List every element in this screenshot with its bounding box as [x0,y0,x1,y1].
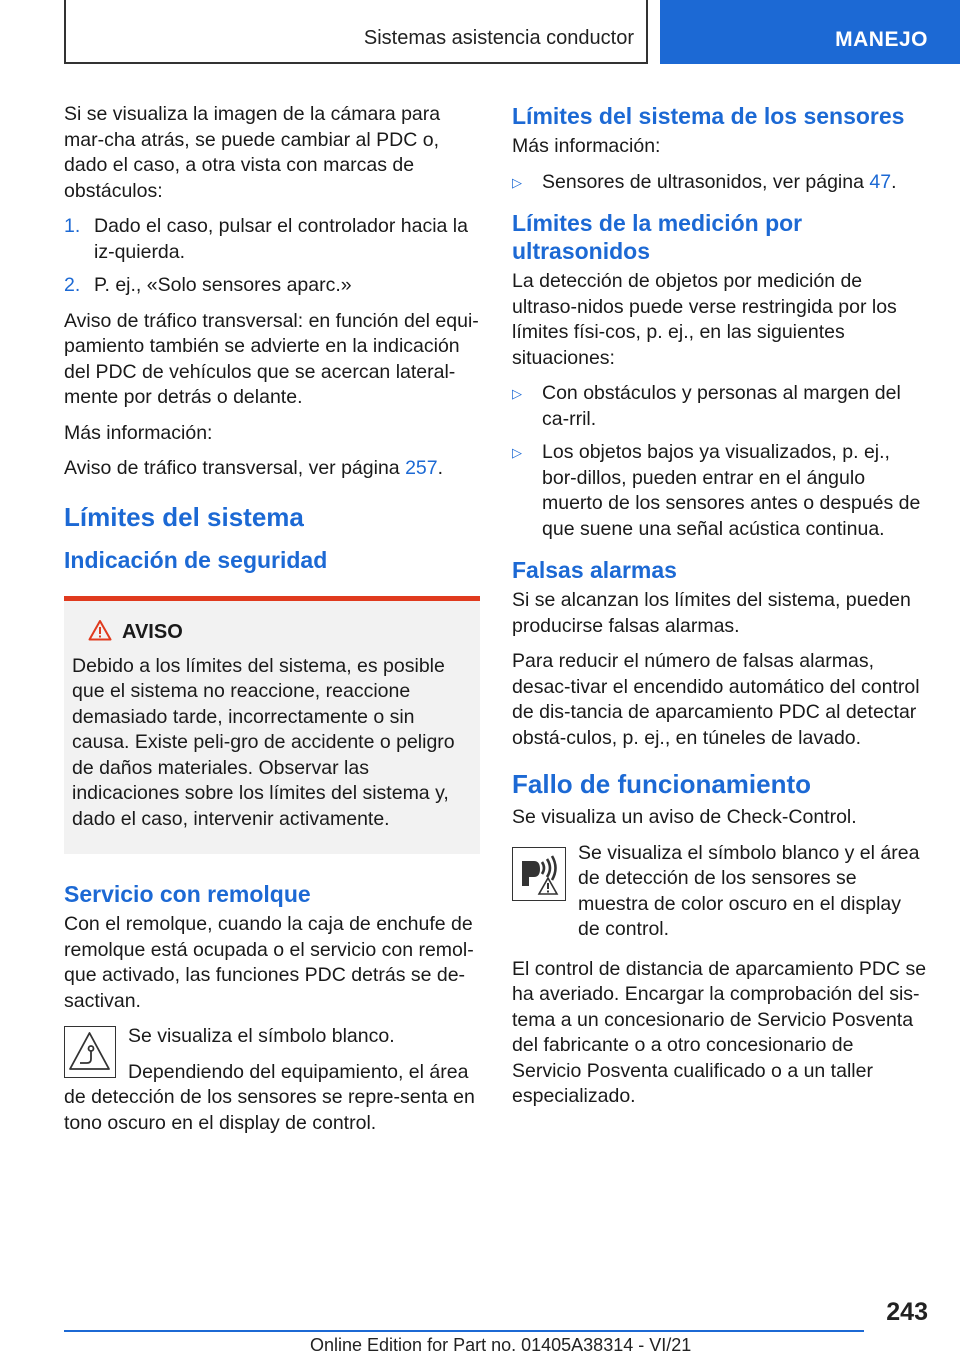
running-header-section [64,0,648,64]
warning-box [64,596,480,855]
trailer-symbol-icon [64,1026,116,1078]
chapter-title: MANEJO [835,28,928,51]
malfunction-paragraph-1: Se visualiza un aviso de Check-Control. [512,806,857,828]
malfunction-paragraph-2: El control de distancia de aparcamiento PDC se ha averiado. Encargar la comprobación del sis-tema a un concesionario de Servicio Posventa del fabricante o a otro concesionario de Servicio Posventa cualificado o a un taller especializado. [512,957,927,1107]
malfunction-symbol-block [512,841,928,943]
step-number: 2. [64,274,81,296]
list-item [512,440,928,542]
heading-sensor-limits: Límites del sistema de los sensores [512,103,905,129]
heading-system-limits: Límites del sistema [64,501,304,532]
section-title: Sistemas asistencia conductor [363,27,634,49]
page-number: 243 [886,1298,928,1326]
warning-header [88,619,472,646]
footer-divider [64,1330,864,1332]
right-column [512,102,928,1120]
false-alarms-paragraph-2: Para reducir el número de falsas alarmas, desac-tivar el encendido automático del control de dis-tancia de aparcamiento PDC al detectar obstá-culos, p. ej., en túneles de lavado. [512,650,920,749]
ultrasonic-paragraph: La detección de objetos por medición de ultraso-nidos puede verse restringida por los límites físi-cos, p. ej., en las siguientes situaciones: [512,270,897,369]
heading-ultrasonic-limits: Límites de la medición por ultrasonidos [512,210,803,264]
cross-ref-paragraph [64,456,480,482]
triangle-bullet-icon: ▷ [512,386,522,401]
intro-paragraph: Si se visualiza la imagen de la cámara para mar-cha atrás, se puede cambiar al PDC o, dado el caso, a otra vista con marcas de obstáculos: [64,103,441,202]
list-item [512,170,928,196]
heading-false-alarms: Falsas alarmas [512,557,677,583]
false-alarms-paragraph-1: Si se alcanzan los límites del sistema, pueden producirse falsas alarmas. [512,589,911,637]
heading-trailer: Servicio con remolque [64,881,311,907]
warning-title: AVISO [122,620,183,643]
malfunction-symbol-text: Se visualiza el símbolo blanco y el área de detección de los sensores se muestra de color oscuro en el display de control. [578,841,920,940]
list-item-text: Los objetos bajos ya visualizados, p. ej., bor-dillos, pueden entrar en el ángulo muerto de los sensores antes o después de que suene una señal acústica continua. [542,441,921,540]
cross-traffic-paragraph: Aviso de tráfico transversal: en función del equi-pamiento también se advierte en la indicación del PDC de vehículos que se acercan lateral-mente por detrás o delante. [64,309,479,408]
sensor-ref-list [512,170,928,196]
footer-edition: Online Edition for Part no. 01405A38314 - VI/21 [310,1335,692,1355]
step-item [64,273,480,299]
more-info-label: Más información: [64,421,213,444]
step-text: Dado el caso, pulsar el controlador hacia la iz-quierda. [94,215,468,263]
cross-ref-end: . [437,457,444,479]
page-link-257[interactable]: 257 [405,457,438,479]
steps-list [64,214,480,299]
trailer-symbol-text-2: Dependiendo del equipamiento, el área de detección de los sensores se repre-senta en tono oscuro en el display de control. [64,1060,475,1134]
triangle-bullet-icon: ▷ [512,174,522,190]
left-column [64,102,480,1146]
warning-triangle-icon [88,619,112,646]
trailer-paragraph: Con el remolque, cuando la caja de enchufe de remolque está ocupada o el servicio con remol-que activado, las funciones PDC detrás se de-sactivan. [64,913,474,1012]
cross-ref-text: Aviso de tráfico transversal, ver página [64,457,406,479]
step-number: 1. [64,215,81,237]
more-info-label-right: Más información: [512,135,661,157]
list-item-text: Con obstáculos y personas al margen del ca-rril. [542,382,901,430]
step-item [64,214,480,265]
heading-malfunction: Fallo de funcionamiento [512,769,812,799]
sensor-ref-end: . [891,170,897,193]
step-text: P. ej., «Solo sensores aparc.» [94,274,352,296]
chapter-tab[interactable] [660,0,960,64]
ultrasonic-list [512,381,928,542]
heading-safety-note: Indicación de seguridad [64,546,328,573]
page-link-47[interactable]: 47 [869,170,892,193]
warning-text: Debido a los límites del sistema, es posible que el sistema no reaccione, reaccione demasiado tarde, incorrectamente o sin causa. Existe peli-gro de accidente o peligro de daños materiales. Observar las indicaciones sobre los límites del sistema y, dado el caso, intervenir activamente. [72,654,455,830]
trailer-symbol-text-1: Se visualiza el símbolo blanco. [128,1025,395,1047]
trailer-symbol-block [64,1024,480,1136]
sensor-ref-text: Sensores de ultrasonidos, ver página [542,170,870,193]
pdc-failure-icon [512,847,566,901]
triangle-bullet-icon: ▷ [512,445,522,460]
list-item [512,381,928,432]
